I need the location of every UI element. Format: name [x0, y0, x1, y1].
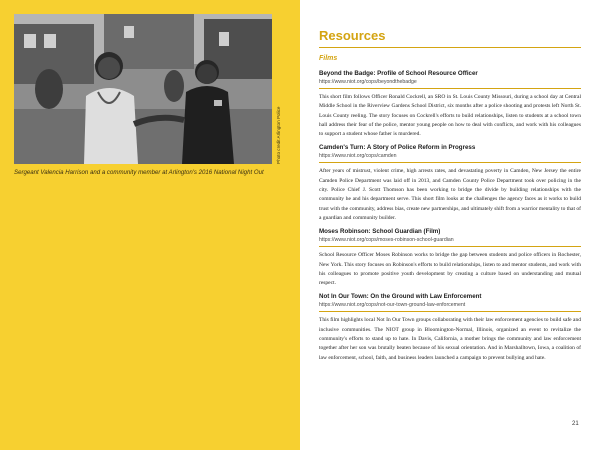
film-title: Beyond the Badge: Profile of School Resource Officer — [319, 70, 478, 77]
photo-illustration — [14, 14, 272, 164]
resources-column — [319, 28, 581, 368]
film-divider — [319, 246, 581, 247]
title-divider — [319, 47, 581, 48]
film-description: After years of mistrust, violent crime, high arrests rates, and devastating poverty in Camden, New Jersey the entire Camden Police Department was laid off in 2013, and Camden County Police Department took over policing in the city. Police Chief J. Scott Thomson has been working to bridge the divide by building relationships with the community he and his department serve. This short film looks at the challenges the agency faces as it works to build trust with the community, address bias, create new partnerships, and ultimately shift from a warrior mentality to that of a guardian and community builder. — [319, 168, 581, 221]
film-divider — [319, 88, 581, 89]
film-entry — [319, 228, 581, 288]
section-heading: Films — [319, 55, 338, 62]
film-description: This film highlights local Not In Our Town groups collaborating with their law enforcement agencies to build safe and inclusive communities. The NIOT group in Bloomington-Normal, Illinois, organized an event to revitalize the community's efforts to stand up to hate. In Davis, California, a mother brings the community and law enforcement together after her son was brutally beaten because of his sexual orientation. And in Marshalltown, Iowa, a coalition of law enforcement, school, faith, and business leaders launched a campaign to prevent bullying and hate. — [319, 317, 581, 361]
photo — [14, 14, 272, 164]
page-title: Resources — [319, 28, 386, 43]
film-link[interactable]: https://www.niot.org/cops/beyondthebadge — [319, 79, 417, 85]
page-number: 21 — [572, 421, 579, 427]
photo-caption: Sergeant Valencia Harrison and a community member at Arlington's 2016 National Night Out — [14, 169, 264, 176]
film-divider — [319, 311, 581, 312]
photo-credit: Photo credit Arlington Police — [276, 106, 281, 164]
film-link[interactable]: https://www.niot.org/cops/not-our-town-ground-law-enforcement — [319, 302, 466, 309]
film-description: School Resource Officer Moses Robinson works to bridge the gap between students and police officers in Rochester, New York. This story focuses on Robinson's efforts to build relationships, listen to and mentor students, and work with his colleagues to promote positive youth development by creating a culture based on understanding and mutual respect. — [319, 252, 581, 287]
film-link[interactable]: https://www.niot.org/cops/moses-robinson-school-guardian — [319, 237, 454, 244]
film-entry — [319, 144, 581, 223]
film-link[interactable]: https://www.niot.org/cops/camden — [319, 153, 397, 160]
film-entry — [319, 70, 581, 139]
film-divider — [319, 162, 581, 163]
film-description: This short film follows Officer Ronald Cockrell, an SRO in St. Louis County Missouri, during a school day at Central Middle School in the Riverview Gardens School District, six months after a police shooting and protests left North St. Louis County reeling. The story focuses on Cockrell's efforts to build relationships, listen to students at a school town hall address their fear of the police, mentor young people on how to deal with conflicts, and work with his colleagues to support a student whose father is murdered. — [319, 94, 581, 138]
film-title: Moses Robinson: School Guardian (Film) — [319, 228, 441, 236]
film-title: Camden's Turn: A Story of Police Reform in Progress — [319, 144, 476, 152]
film-entry — [319, 293, 581, 362]
film-title: Not In Our Town: On the Ground with Law Enforcement — [319, 293, 482, 301]
